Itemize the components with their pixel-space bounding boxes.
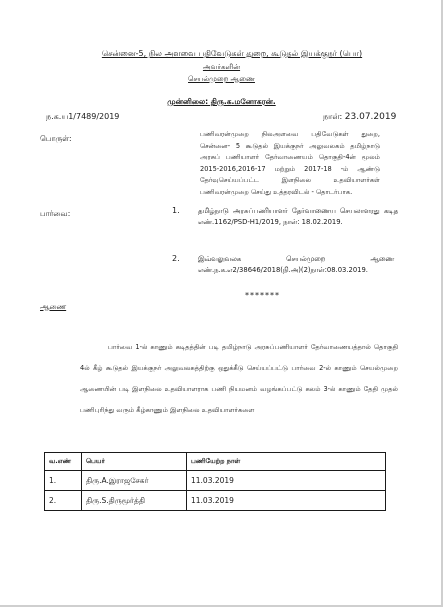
reference-number-1: 1. [172, 206, 180, 215]
reference-number-2: 2. [172, 254, 180, 263]
subject-text: பணிவரன்முறை நிலஅளவை பதிவேடுகள் துறை, சென்னை- 5 கூடுதல் இயக்குநர் அலுவலகம் தமிழ்நாடு அரசுப் பணியாளர் தேர்வாணையம் தொகுதி-4ன் மூலம் 2015-2016,2016-17 மற்றும் 2017-18 -ம் ஆண்டு தேர்வுசெய்யப்பட்ட இளநிலை உதவியாளர்கள் பணிவரன்முறை செய்து உத்தரவிடல் - தொடர்பாக. [200, 130, 380, 196]
reference-item-1: தமிழ்நாடு அரசுப்பணியாளர் தேர்வாணைய செயலாளரது கடித எண்.1162/PSD-H1/2019, நாள்: 18.02.2019. [198, 207, 398, 226]
office-header: சென்னை-5, நில அளவை பதிவேடுகள் துறை, கூடுதல் இயக்குநர் (பொ) [101, 49, 363, 58]
column-header-name: பெயர் [82, 453, 187, 471]
table-row [45, 471, 386, 491]
cell-joining-date: 11.03.2019 [187, 491, 386, 511]
order-label: ஆணை [40, 302, 67, 311]
order-date [323, 113, 396, 122]
subject-label: பொருள்: [40, 134, 72, 143]
cell-serial: 1. [45, 471, 82, 491]
cell-name: திரு.A.இராஜசேகர் [82, 471, 187, 491]
order-body-paragraph: பார்வை 1-ல் காணும் கடிதத்தின் படி தமிழ்நாடு அரசுப்பணியாளர் தேர்வாணையத்தால் தொகுதி 4ல் கீழ் கூடுதல் இயக்குநர் அலுவலகத்திற்கு ஒதுக்கீடு செய்யப்பட்டு பார்வை 2-ல் காணும் செயல்முறை ஆணையின் படி இளநிலை உதவியாளராக பணி நியமனம் வழங்கப்பட்டு கலம் 3-ல் காணும் தேதி முதல் பணிபுரிந்து வரும் கீழ்காணும் இளநிலை உதவியாளர்களை [80, 343, 398, 414]
office-header-suffix: அவர்களின் [202, 63, 241, 71]
column-header-joining-date: பணியேற்ற நாள் [187, 453, 386, 471]
cell-serial: 2. [45, 491, 82, 511]
cell-name: திரு.S.திருமூர்த்தி [82, 491, 187, 511]
date-label: நாள்: [323, 112, 343, 121]
cell-joining-date: 11.03.2019 [187, 471, 386, 491]
table-row [45, 491, 386, 511]
order-type-title: செயல்முறை ஆணை [188, 75, 255, 83]
reference-number: ந.க.ய1/7489/2019 [46, 112, 120, 121]
presence-line: முன்னிலை: திரு.க.மனோகரன். [167, 97, 276, 106]
reference-item-2: இவ்வலுவலக செயல்முறை ஆணை எண்.ந.க.எ2/38646/2018(நி.அ)(2)நாள்:08.03.2019. [198, 255, 394, 274]
assistants-table [44, 452, 386, 511]
separator-stars: ******* [245, 291, 280, 300]
date-value: 23.07.2019 [344, 112, 397, 122]
column-header-serial: வ.எண் [45, 453, 82, 471]
references-label: பார்வை: [40, 209, 71, 218]
table-header-row [45, 453, 386, 471]
